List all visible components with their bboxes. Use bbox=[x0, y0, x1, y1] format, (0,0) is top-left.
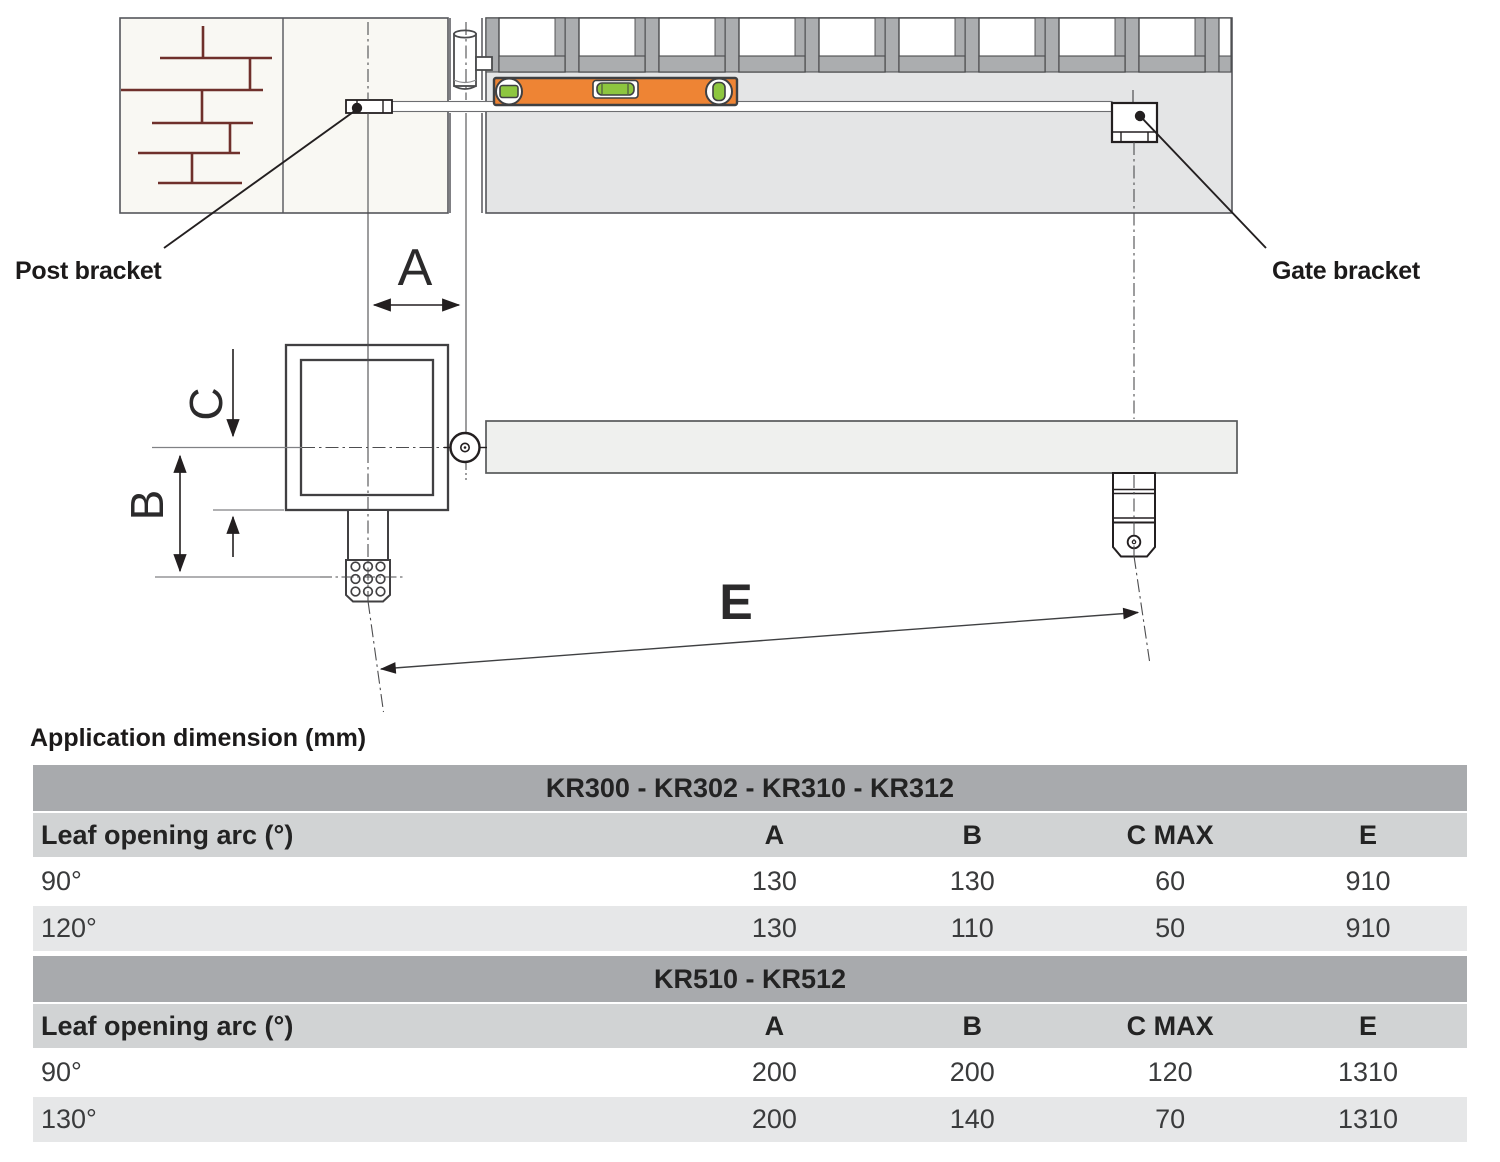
table-kr510 bbox=[33, 956, 1467, 1142]
value-cell: 200 bbox=[949, 1057, 995, 1087]
value-cell: 130 bbox=[751, 866, 797, 896]
column-header: Leaf opening arc (°) bbox=[41, 1010, 294, 1041]
dimension-e-label: E bbox=[719, 574, 753, 630]
motor-gearbox bbox=[286, 345, 448, 560]
column-header: A bbox=[764, 819, 785, 850]
spirit-level bbox=[494, 78, 737, 105]
column-header: E bbox=[1359, 819, 1378, 850]
value-cell: 70 bbox=[1155, 1104, 1186, 1134]
arc-cell: 90° bbox=[41, 1057, 82, 1087]
table-kr300 bbox=[33, 765, 1467, 951]
post-bracket-label: Post bracket bbox=[15, 257, 162, 285]
value-cell: 60 bbox=[1155, 866, 1186, 896]
table-row bbox=[33, 1050, 1467, 1095]
dimension-a-label: A bbox=[397, 239, 433, 297]
table-title: KR510 - KR512 bbox=[653, 963, 847, 994]
actuator-arm bbox=[486, 421, 1237, 473]
table-title: KR300 - KR302 - KR310 - KR312 bbox=[545, 772, 955, 803]
table-header-row bbox=[33, 813, 1467, 857]
arc-cell: 120° bbox=[41, 913, 97, 943]
value-cell: 120 bbox=[1147, 1057, 1193, 1087]
value-cell: 140 bbox=[949, 1104, 995, 1134]
section-title: Application dimension (mm) bbox=[30, 724, 367, 752]
value-cell: 130 bbox=[751, 913, 797, 943]
column-header: B bbox=[962, 1010, 982, 1041]
dimension-b-label: B bbox=[121, 489, 173, 521]
column-header: C MAX bbox=[1126, 819, 1214, 850]
value-cell: 200 bbox=[751, 1057, 797, 1087]
column-header: E bbox=[1359, 1010, 1378, 1041]
arc-cell: 90° bbox=[41, 866, 82, 896]
value-cell: 130 bbox=[949, 866, 995, 896]
value-cell: 910 bbox=[1345, 913, 1391, 943]
table-title-row bbox=[33, 765, 1467, 811]
column-header: A bbox=[764, 1010, 785, 1041]
table-header-row bbox=[33, 1004, 1467, 1048]
value-cell: 1310 bbox=[1338, 1057, 1399, 1087]
column-header: C MAX bbox=[1126, 1010, 1214, 1041]
application-dimension-tables bbox=[33, 765, 1467, 1144]
value-cell: 200 bbox=[751, 1104, 797, 1134]
value-cell: 910 bbox=[1345, 866, 1391, 896]
table-row bbox=[33, 859, 1467, 904]
dimension-c-label: C bbox=[180, 387, 232, 421]
column-header: Leaf opening arc (°) bbox=[41, 819, 294, 850]
gate-bracket-label: Gate bracket bbox=[1272, 257, 1420, 285]
table-row bbox=[33, 1097, 1467, 1142]
gate-windows bbox=[486, 18, 1231, 72]
pivot-joint bbox=[444, 433, 487, 462]
column-header: B bbox=[962, 819, 982, 850]
value-cell: 50 bbox=[1155, 913, 1186, 943]
value-cell: 1310 bbox=[1338, 1104, 1399, 1134]
arc-cell: 130° bbox=[41, 1104, 97, 1134]
table-title-row bbox=[33, 956, 1467, 1002]
value-cell: 110 bbox=[950, 913, 994, 943]
table-row bbox=[33, 906, 1467, 951]
